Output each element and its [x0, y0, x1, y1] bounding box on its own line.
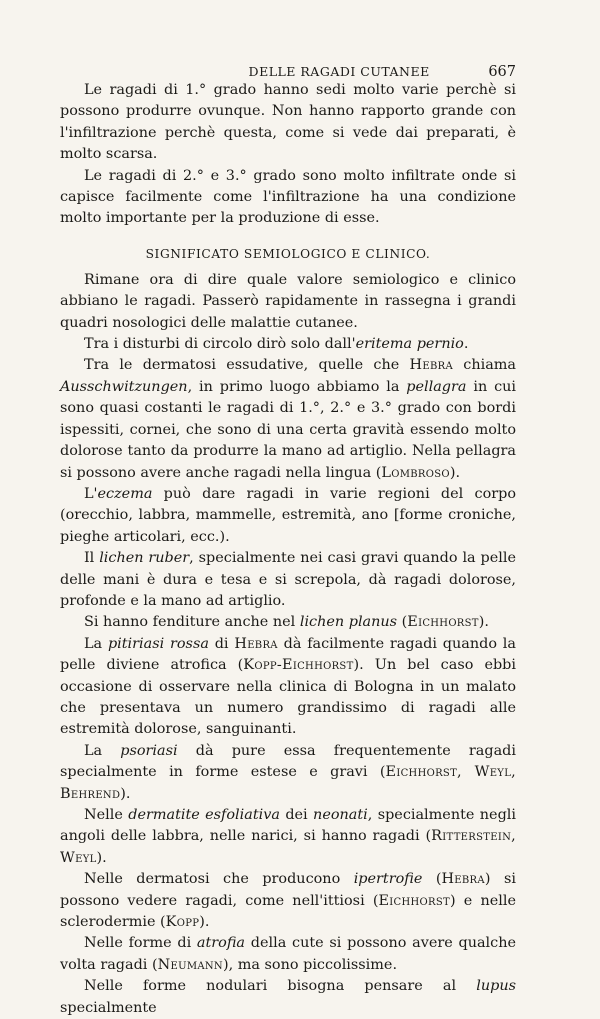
author-name: Hebra — [441, 871, 485, 888]
running-head — [60, 64, 516, 80]
author-name: Lombroso — [381, 464, 450, 481]
disease-term: pitiriasi rossa — [107, 635, 209, 652]
disease-term: neonati — [313, 807, 368, 823]
author-name: Neumann — [157, 956, 223, 973]
paragraph: Le ragadi di 1.° grado hanno sedi molto varie perchè si possono produrre ovunque. Non hanno rapporto grande con l'infiltrazione perchè questa, come si vede dai preparati, è molto scarsa. — [60, 82, 516, 163]
text-run: ( — [422, 871, 442, 888]
text-run: Tra le dermatosi essudative, quelle che — [84, 357, 410, 374]
text-run: ). — [478, 614, 489, 631]
paragraph — [60, 805, 516, 869]
text-run: ), ma sono piccolissime. — [222, 956, 398, 973]
paragraph — [60, 976, 516, 1019]
running-title: DELLE RAGADI CUTANEE — [248, 64, 430, 79]
text-run: Nelle — [84, 807, 129, 823]
text-run: Nelle forme di — [84, 935, 197, 952]
text-run: ). — [120, 785, 131, 802]
disease-term: eritema pernio — [355, 336, 464, 353]
paragraph — [60, 869, 516, 933]
text-run: dà facilmente ragadi quando la pelle diviene atrofica ( — [60, 635, 516, 674]
text-run: ). — [199, 914, 210, 931]
disease-term: lichen planus — [299, 614, 398, 631]
text-run: dei — [279, 807, 314, 823]
disease-term: atrofia — [196, 935, 246, 952]
paragraph — [60, 933, 516, 976]
disease-term: psoriasi — [120, 742, 178, 759]
paragraph — [60, 612, 516, 633]
paragraph — [60, 548, 516, 612]
text-run: Tra i disturbi di circolo dirò solo dall' — [84, 336, 356, 353]
text-run: Si hanno fenditure anche nel — [84, 614, 300, 631]
disease-term: dermatite esfoliativa — [128, 807, 280, 823]
text-run: Nelle forme nodulari bisogna pensare al — [84, 978, 477, 995]
disease-term: eczema — [97, 485, 153, 502]
page-number: 667 — [488, 64, 516, 80]
paragraph: Le ragadi di 2.° e 3.° grado sono molto infiltrate onde si capisce facilmente come l'infiltrazione ha una condizione molto importante per la produzione di esse. — [60, 167, 516, 227]
text-run: specialmente — [60, 999, 157, 1016]
text-run: , specialmente negli angoli delle labbra, nelle narici, si hanno ragadi ( — [60, 807, 516, 845]
text-run: dà pure essa frequentemente ragadi specialmente in forme estese e gravi ( — [60, 742, 516, 781]
text-run: ). — [96, 849, 107, 866]
text-run: . — [463, 336, 469, 353]
author-name: Hebra — [234, 635, 278, 652]
disease-term: Ausschwitzungen — [60, 378, 188, 395]
text-run: ) e nelle sclerodermie ( — [60, 892, 517, 931]
text-run: L' — [84, 485, 98, 502]
section-heading: SIGNIFICATO SEMIOLOGICO E CLINICO. — [145, 246, 431, 261]
author-name: Eichhorst — [378, 892, 450, 909]
text-run: ). Un bel caso ebbi occasione di osservare nella clinica di Bologna in un malato che presentava un numero grandissimo di ragadi alle estremità dolorose, sanguinanti. — [60, 657, 516, 738]
author-name: Hebra — [409, 357, 453, 374]
body-text — [60, 80, 516, 1019]
author-name: Kopp — [165, 914, 200, 931]
author-name: Kopp-Eichhorst — [243, 657, 354, 674]
text-run: di — [208, 635, 235, 652]
paragraph — [60, 334, 516, 355]
disease-term: pellagra — [406, 378, 467, 395]
text-run: in cui sono quasi costanti le ragadi di 1.°, 2.° e 3.° grado con bordi ispessiti, cornei, che sono di una certa gravità essendo molto dolorose tanto da produrre la mano ad artiglio. Nella pellagra si possono avere anche ragadi nella lingua ( — [60, 378, 517, 481]
disease-term: ipertrofie — [353, 871, 423, 888]
text-run: La — [84, 635, 108, 652]
text-run: ( — [397, 614, 408, 631]
text-run: può dare ragadi in varie regioni del corpo (orecchio, labbra, mammelle, estremità, ano [forme croniche, pieghe articolari, ecc.). — [60, 485, 516, 545]
text-run: ) si possono vedere ragadi, come nell'ittiosi ( — [60, 871, 516, 909]
text-run: della cute si possono avere qualche volta ragadi ( — [60, 935, 516, 973]
text-run: Nelle dermatosi che producono — [84, 871, 354, 888]
disease-term: lupus — [476, 978, 516, 995]
text-run: Il — [84, 550, 100, 567]
author-name: Eichhorst — [407, 614, 479, 631]
text-run: , specialmente nei casi gravi quando la pelle delle mani è dura e tesa e si screpola, dà ragadi dolorose, profonde e la mano ad artiglio. — [60, 550, 516, 609]
paragraph — [60, 355, 516, 483]
text-run: , in primo luogo abbiamo la — [187, 378, 407, 395]
text-run: ). — [449, 464, 461, 481]
paragraph: Rimane ora di dire quale valore semiologico e clinico abbiano le ragadi. Passerò rapidamente in rassegna i grandi quadri nosologici delle malattie cutanee. — [60, 271, 516, 331]
paragraph — [60, 741, 516, 805]
disease-term: lichen ruber — [99, 550, 190, 567]
paragraph — [60, 484, 516, 548]
author-name: Eichhorst, Weyl, Behrend — [60, 764, 517, 802]
paragraph — [60, 634, 516, 741]
text-run: chiama — [453, 357, 516, 374]
author-name: Ritterstein, Weyl — [60, 828, 516, 866]
text-run: La — [84, 742, 121, 759]
